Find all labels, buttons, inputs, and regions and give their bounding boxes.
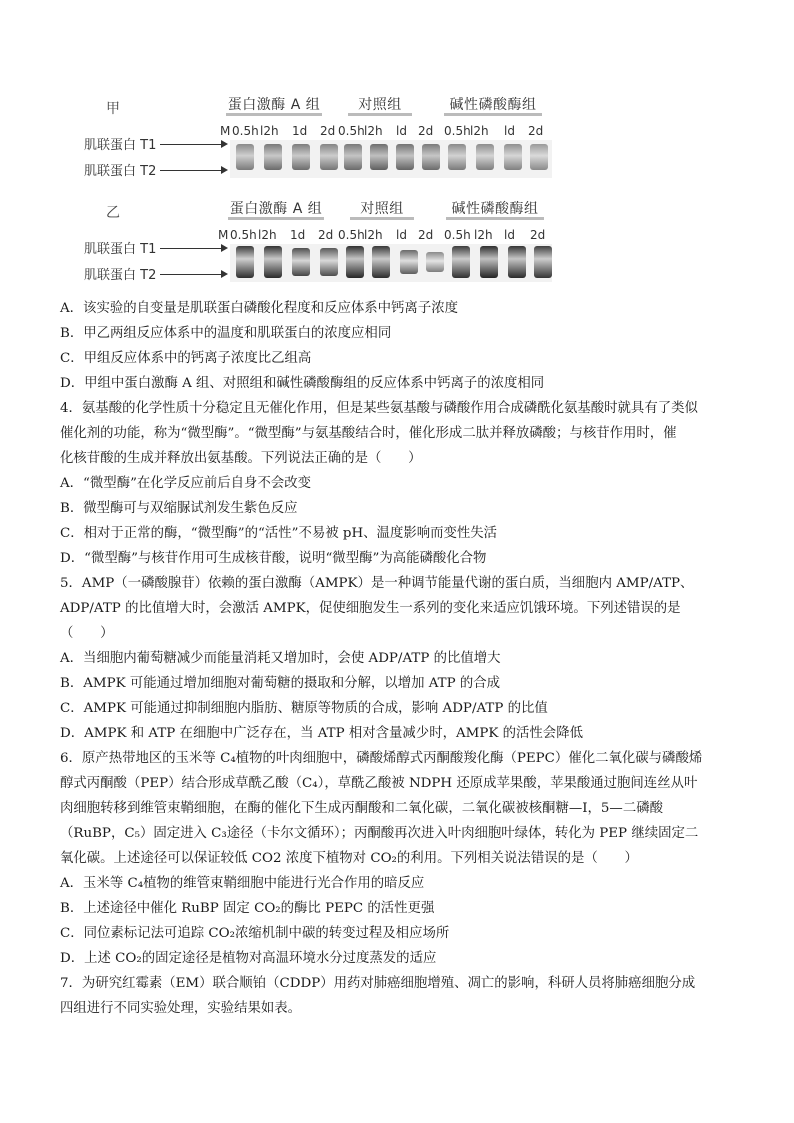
lane-label: l2h xyxy=(474,228,493,242)
gel-band xyxy=(292,248,310,276)
group-label: 对照组 xyxy=(348,94,412,114)
lane-label: 1d xyxy=(292,124,308,138)
question-4-stem: 化核苷酸的生成并释放出氨基酸。下列说法正确的是（ ） xyxy=(60,451,422,466)
option-b: B．甲乙两组反应体系中的温度和肌联蛋白的浓度应相同 xyxy=(60,326,392,341)
lane-label: ld xyxy=(504,124,515,138)
group-label: 碱性磷酸酶组 xyxy=(446,198,544,218)
gel-panel-b xyxy=(80,192,560,287)
arrow-t1 xyxy=(160,144,226,145)
gel-band xyxy=(400,250,418,274)
question-5-stem: ADP/ATP 的比值增大时，会激活 AMPK，促使细胞发生一系列的变化来适应饥饿环境。下列述错误的是 xyxy=(60,601,681,616)
lane-label: 0.5h xyxy=(338,228,365,242)
question-6-stem: （RuBP，C₅）固定进入 C₃途径（卡尔文循环）；丙酮酸再次进入叶肉细胞叶绿体，转化为 PEP 继续固定二 xyxy=(60,826,699,841)
option-c: C．同位素标记法可追踪 CO₂浓缩机制中碳的转变过程及相应场所 xyxy=(60,926,450,941)
option-c: C．相对于正常的酶，“微型酶”的“活性”不易被 pH、温度影响而变性失活 xyxy=(60,526,498,541)
lane-labels xyxy=(218,228,558,244)
option-d: D．AMPK 和 ATP 在细胞中广泛存在，当 ATP 相对含量减少时，AMPK 的活性会降低 xyxy=(60,726,583,741)
question-4-stem: 催化剂的功能，称为“微型酶”。“微型酶”与氨基酸结合时，催化形成二肽并释放磷酸；与核苷作用时，催 xyxy=(60,426,677,441)
lane-label: M xyxy=(218,228,229,242)
gel-band xyxy=(448,144,466,170)
question-6-stem: 6．原产热带地区的玉米等 C₄植物的叶肉细胞中，磷酸烯醇式丙酮酸羧化酶（PEPC）催化二氧化碳与磷酸烯 xyxy=(60,751,703,766)
gel-band xyxy=(370,144,388,170)
lane-label: 2d xyxy=(320,124,336,138)
lane-label: 2d xyxy=(530,228,546,242)
gel-band xyxy=(504,144,522,170)
lane-label: 2d xyxy=(418,124,434,138)
lane-label: l2h xyxy=(364,228,383,242)
lane-label: 0.5h xyxy=(444,124,471,138)
lane-label: 2d xyxy=(318,228,334,242)
group-label: 碱性磷酸酶组 xyxy=(444,94,542,114)
question-7-stem: 四组进行不同实验处理，实验结果如表。 xyxy=(60,1001,302,1016)
lane-label: 0.5h xyxy=(230,228,257,242)
option-d: D．“微型酶”与核苷作用可生成核苷酸，说明“微型酶”为高能磷酸化合物 xyxy=(60,551,487,566)
lane-label: l2h xyxy=(260,124,279,138)
lane-labels xyxy=(220,124,560,140)
gel-figure xyxy=(80,88,560,288)
protein-label-t1: 肌联蛋白 T1 xyxy=(84,138,157,153)
option-c: C．甲组反应体系中的钙离子浓度比乙组高 xyxy=(60,351,312,366)
option-a: A．该实验的自变量是肌联蛋白磷酸化程度和反应体系中钙离子浓度 xyxy=(60,301,458,316)
lane-label: l2h xyxy=(470,124,489,138)
option-d: D．上述 CO₂的固定途径是植物对高温环境水分过度蒸发的适应 xyxy=(60,951,437,966)
lane-label: 0.5h xyxy=(444,228,471,242)
question-6-stem: 氧化碳。上述途径可以保证较低 CO2 浓度下植物对 CO₂的利用。下列相关说法错误的是（ ） xyxy=(60,851,638,866)
gel-band xyxy=(320,248,338,276)
gel-band xyxy=(452,246,470,278)
group-label: 蛋白激酶 A 组 xyxy=(226,94,322,114)
panel-letter: 乙 xyxy=(106,205,120,221)
panel-letter: 甲 xyxy=(106,101,120,117)
arrow-t2 xyxy=(160,170,226,171)
lane-label: 1d xyxy=(290,228,306,242)
option-b: B．AMPK 可能通过增加细胞对葡萄糖的摄取和分解，以增加 ATP 的合成 xyxy=(60,676,501,691)
gel-band xyxy=(480,246,498,278)
gel-blot xyxy=(230,244,552,282)
gel-band xyxy=(372,246,390,278)
gel-band xyxy=(236,144,254,170)
question-4-stem: 4．氨基酸的化学性质十分稳定且无催化作用，但是某些氨基酸与磷酸作用合成磷酰化氨基酸时就具有了类似 xyxy=(60,401,698,416)
gel-band xyxy=(346,246,364,278)
gel-band xyxy=(264,246,282,278)
protein-label-t2: 肌联蛋白 T2 xyxy=(84,164,157,179)
arrow-t1 xyxy=(160,248,226,249)
option-b: B．微型酶可与双缩脲试剂发生紫色反应 xyxy=(60,501,298,516)
lane-label: 2d xyxy=(528,124,544,138)
gel-band xyxy=(426,252,444,272)
gel-band xyxy=(396,144,414,170)
answer-bracket: （ ） xyxy=(60,626,114,641)
group-label: 对照组 xyxy=(350,198,414,218)
option-a: A．玉米等 C₄植物的维管束鞘细胞中能进行光合作用的暗反应 xyxy=(60,876,425,891)
gel-band xyxy=(530,144,548,170)
lane-label: ld xyxy=(396,124,407,138)
option-a: A．“微型酶”在化学反应前后自身不会改变 xyxy=(60,476,312,491)
gel-band xyxy=(236,246,254,278)
question-5-stem: 5．AMP（一磷酸腺苷）依赖的蛋白激酶（AMPK）是一种调节能量代谢的蛋白质，当细胞内 AMP/ATP、 xyxy=(60,576,694,591)
lane-label: l2h xyxy=(364,124,383,138)
protein-label-t1: 肌联蛋白 T1 xyxy=(84,242,157,257)
gel-band xyxy=(508,246,526,278)
gel-band xyxy=(534,246,552,278)
option-c: C．AMPK 可能通过抑制细胞内脂肪、糖原等物质的合成，影响 ADP/ATP 的比值 xyxy=(60,701,548,716)
option-d: D．甲组中蛋白激酶 A 组、对照组和碱性磷酸酶组的反应体系中钙离子的浓度相同 xyxy=(60,376,545,391)
lane-label: ld xyxy=(504,228,515,242)
arrow-t2 xyxy=(160,274,226,275)
lane-label: 0.5h xyxy=(338,124,365,138)
question-7-stem: 7．为研究红霉素（EM）联合顺铂（CDDP）用药对肺癌细胞增殖、凋亡的影响，科研人员将肺癌细胞分成 xyxy=(60,976,696,991)
question-text xyxy=(60,296,740,1021)
gel-band xyxy=(292,144,310,170)
option-b: B．上述途径中催化 RuBP 固定 CO₂的酶比 PEPC 的活性更强 xyxy=(60,901,435,916)
lane-label: l2h xyxy=(258,228,277,242)
protein-label-t2: 肌联蛋白 T2 xyxy=(84,268,157,283)
gel-band xyxy=(476,144,494,170)
lane-label: 0.5h xyxy=(232,124,259,138)
gel-band xyxy=(320,144,338,170)
lane-label: ld xyxy=(396,228,407,242)
question-6-stem: 醇式丙酮酸（PEP）结合形成草酰乙酸（C₄），草酰乙酸被 NDPH 还原成苹果酸，苹果酸通过胞间连丝从叶 xyxy=(60,776,698,791)
gel-band xyxy=(264,144,282,170)
gel-blot xyxy=(230,140,552,178)
question-6-stem: 肉细胞转移到维管束鞘细胞，在酶的催化下生成丙酮酸和二氧化碳，二氧化碳被核酮糖—I，5—二磷酸 xyxy=(60,801,663,816)
gel-band xyxy=(422,144,440,170)
group-label: 蛋白激酶 A 组 xyxy=(228,198,324,218)
lane-label: M xyxy=(220,124,231,138)
option-a: A．当细胞内葡萄糖减少而能量消耗又增加时，会使 ADP/ATP 的比值增大 xyxy=(60,651,501,666)
lane-label: 2d xyxy=(418,228,434,242)
gel-band xyxy=(344,144,362,170)
gel-panel-a xyxy=(80,88,560,183)
